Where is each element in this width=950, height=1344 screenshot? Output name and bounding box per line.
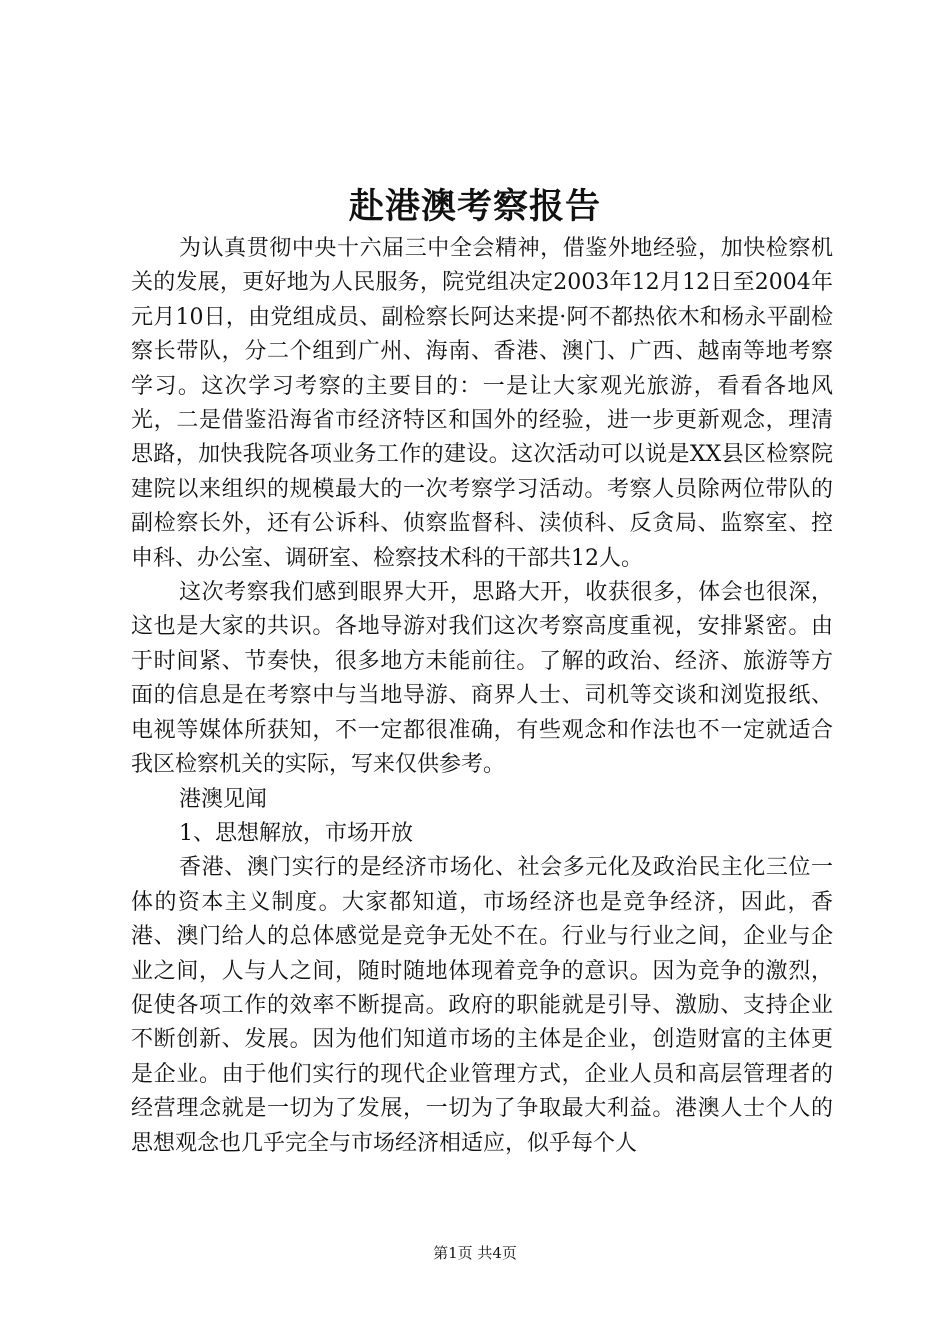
paragraph-market: 香港、澳门实行的是经济市场化、社会多元化及政治民主化三位一体的资本主义制度。大家都知道，市场经济也是竞争经济，因此，香港、澳门给人的总体感觉是竞争无处不在。行业与行业之间，企业与企业之间，人与人之间，随时随地体现着竞争的意识。因为竞争的激烈，促使各项工作的效率不断提高。政府的职能就是引导、激励、支持企业不断创新、发展。因为他们知道市场的主体是企业，创造财富的主体更是企业。由于他们实行的现代企业管理方式，企业人员和高层管理者的经营理念就是一切为了发展，一切为了争取最大利益。港澳人士个人的思想观念也几乎完全与市场经济相适应，似乎每个人 (131, 855, 833, 1156)
page-footer: 第1页 共4页 (433, 1244, 517, 1262)
document-body (131, 232, 833, 1161)
paragraph-impressions: 这次考察我们感到眼界大开，思路大开，收获很多，体会也很深，这也是大家的共识。各地导游对我们这次考察高度重视，安排紧密。由于时间紧、节奏快，很多地方未能前往。了解的政治、经济、旅游等方面的信息是在考察中与当地导游、商界人士、司机等交谈和浏览报纸、电视等媒体所获知，不一定都很准确，有些观念和作法也不一定就适合我区检察机关的实际，写来仅供参考。 (131, 580, 833, 778)
section-heading: 港澳见闻 (179, 786, 268, 812)
paragraph-intro: 为认真贯彻中央十六届三中全会精神，借鉴外地经验，加快检察机关的发展，更好地为人民服务，院党组决定2003年12月12日至2004年元月10日，由党组成员、副检察长阿达来提·阿不都热依木和杨永平副检察长带队，分二个组到广州、海南、香港、澳门、广西、越南等地考察学习。这次学习考察的主要目的：一是让大家观光旅游，看看各地风光，二是借鉴沿海省市经济特区和国外的经验，进一步更新观念，理清思路，加快我院各项业务工作的建设。这次活动可以说是XX县区检察院建院以来组织的规模最大的一次考察学习活动。考察人员除两位带队的副检察长外，还有公诉科、侦察监督科、渎侦科、反贪局、监察室、控申科、办公室、调研室、检察技术科的干部共12人。 (131, 236, 833, 571)
subsection-heading: 1、思想解放，市场开放 (179, 820, 413, 846)
document-title: 赴港澳考察报告 (348, 186, 601, 227)
